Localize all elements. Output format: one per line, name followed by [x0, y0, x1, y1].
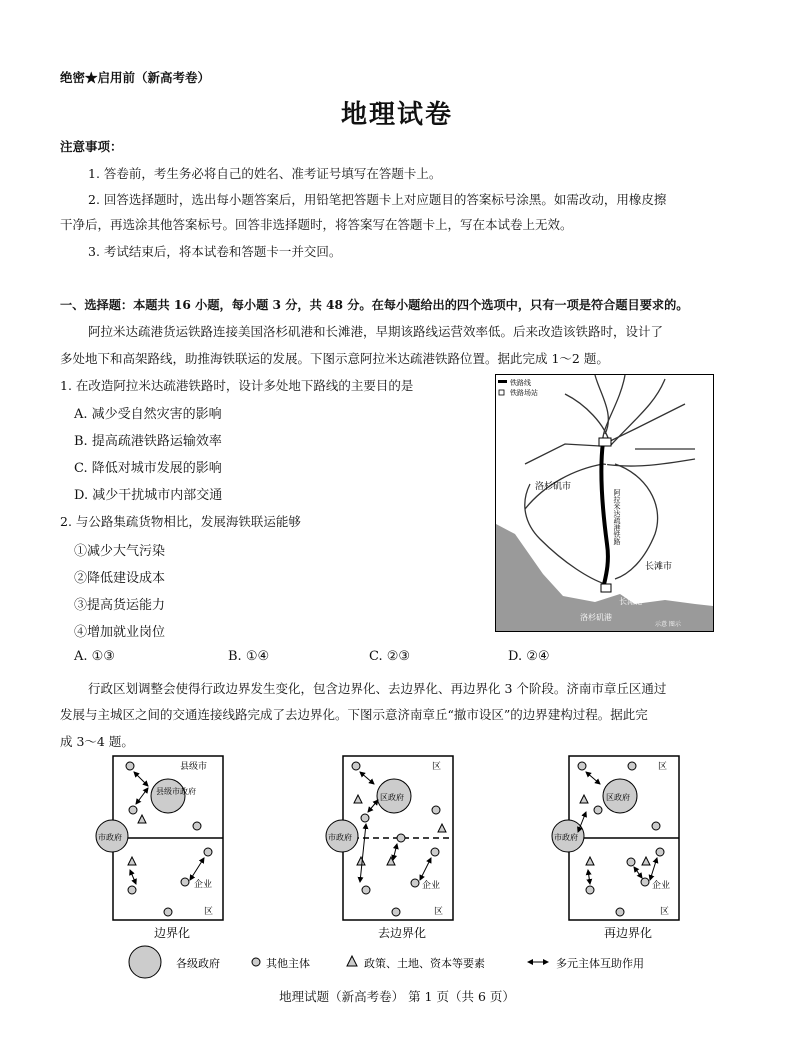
- q2-option-b[interactable]: B. ①④: [228, 649, 270, 664]
- q2-item-3: ③提高货运能力: [74, 598, 166, 613]
- county-gov-circle: [151, 779, 185, 813]
- port-la-label: 洛杉矶港: [580, 613, 612, 622]
- svg-text:区: 区: [434, 907, 444, 917]
- svg-text:市政府: 市政府: [98, 833, 122, 842]
- notice-item-3: 3. 考试结束后，将本试卷和答题卡一并交回。: [88, 244, 342, 259]
- svg-text:区政府: 区政府: [606, 793, 630, 802]
- intro2-line-3: 成 3～4 题。: [60, 734, 134, 749]
- alameda-rail-map: [495, 374, 714, 632]
- notice-heading: 注意事项：: [60, 139, 123, 154]
- q2-item-1: ①减少大气污染: [74, 544, 166, 559]
- rail-label: 阿拉米达疏港铁路: [613, 489, 621, 545]
- svg-text:各级政府: 各级政府: [176, 957, 220, 970]
- diagram-legend: [129, 946, 644, 978]
- svg-text:市政府: 市政府: [554, 833, 578, 842]
- notice-item-1: 1. 答卷前，考生务必将自己的姓名、准考证号填写在答题卡上。: [88, 166, 442, 181]
- caption-bordering: 边界化: [154, 926, 191, 940]
- svg-text:区: 区: [658, 762, 668, 772]
- svg-text:企业: 企业: [652, 881, 671, 891]
- map-credit: 示意 图示: [655, 621, 681, 628]
- intro1-line-2: 多处地下和高架路线，助推海铁联运的发展。下图示意阿拉米达疏港铁路位置。据此完成 1～2 题。: [60, 351, 609, 366]
- panel-rebordering: [552, 756, 679, 940]
- q1-option-a[interactable]: A. 减少受自然灾害的影响: [74, 407, 222, 422]
- svg-text:县级市: 县级市: [180, 762, 208, 772]
- notice-item-2-cont: 干净后，再选涂其他答案标号。回答非选择题时，将答案写在答题卡上，写在本试卷上无效。: [60, 217, 573, 232]
- svg-text:企业: 企业: [194, 880, 213, 890]
- svg-text:市政府: 市政府: [328, 833, 352, 842]
- svg-text:其他主体: 其他主体: [266, 957, 310, 970]
- q1-option-c[interactable]: C. 降低对城市发展的影响: [74, 461, 222, 476]
- q1-stem: 1. 在改造阿拉米达疏港铁路时，设计多处地下路线的主要目的是: [60, 378, 414, 393]
- svg-text:区: 区: [432, 762, 442, 772]
- svg-text:铁路场站: 铁路场站: [510, 389, 538, 397]
- svg-text:区: 区: [204, 907, 214, 917]
- page-footer: 地理试题（新高考卷） 第 1 页（共 6 页）: [279, 989, 515, 1004]
- rail-yard: [601, 584, 611, 592]
- classification-label: 绝密★启用前（新高考卷）: [60, 70, 211, 85]
- q1-option-b[interactable]: B. 提高疏港铁路运输效率: [74, 434, 222, 449]
- lb-city-label: 长滩市: [645, 562, 673, 572]
- svg-text:多元主体互助作用: 多元主体互助作用: [556, 957, 644, 970]
- caption-rebordering: 再边界化: [604, 926, 653, 940]
- panel-bordering: [96, 756, 223, 940]
- intro2-line-2: 发展与主城区之间的交通连接线路完成了去边界化。下图示意济南章丘“撤市设区”的边界建构过程。据此完: [60, 707, 648, 722]
- q1-option-d[interactable]: D. 减少干扰城市内部交通: [74, 488, 223, 503]
- section-heading: 一、选择题：本题共 16 小题，每小题 3 分，共 48 分。在每小题给出的四个选项中，只有一项是符合题目要求的。: [60, 298, 689, 312]
- rail-yard: [599, 438, 611, 446]
- svg-text:政策、土地、资本等要素: 政策、土地、资本等要素: [364, 957, 485, 970]
- page-title: 地理试卷: [340, 100, 453, 130]
- q2-option-d[interactable]: D. ②④: [508, 649, 550, 664]
- svg-text:铁路线: 铁路线: [510, 379, 531, 387]
- q2-option-a[interactable]: A. ①③: [74, 649, 115, 664]
- la-city-label: 洛杉矶市: [535, 482, 572, 492]
- q2-item-2: ②降低建设成本: [74, 571, 166, 586]
- intro2-line-1: 行政区划调整会使得行政边界发生变化，包含边界化、去边界化、再边界化 3 个阶段。济南市章丘区通过: [88, 681, 667, 696]
- q2-item-4: ④增加就业岗位: [74, 625, 166, 640]
- intro1-line-1: 阿拉米达疏港货运铁路连接美国洛杉矶港和长滩港，早期该路线运营效率低。后来改造该铁路时，设计了: [88, 324, 664, 339]
- svg-text:区: 区: [660, 907, 670, 917]
- notice-item-2: 2. 回答选择题时，选出每小题答案后，用铅笔把答题卡上对应题目的答案标号涂黑。如需改动，用橡皮擦: [88, 192, 667, 207]
- svg-text:县级市政府: 县级市政府: [156, 787, 196, 796]
- q2-option-c[interactable]: C. ②③: [369, 649, 411, 664]
- svg-text:企业: 企业: [422, 881, 441, 891]
- port-lb-label: 长滩港: [619, 597, 643, 606]
- boundary-diagram: [90, 752, 720, 982]
- q2-stem: 2. 与公路集疏货物相比，发展海铁联运能够: [60, 514, 301, 529]
- panel-debordering: [326, 756, 453, 940]
- svg-text:区政府: 区政府: [380, 793, 404, 802]
- caption-debordering: 去边界化: [378, 926, 427, 940]
